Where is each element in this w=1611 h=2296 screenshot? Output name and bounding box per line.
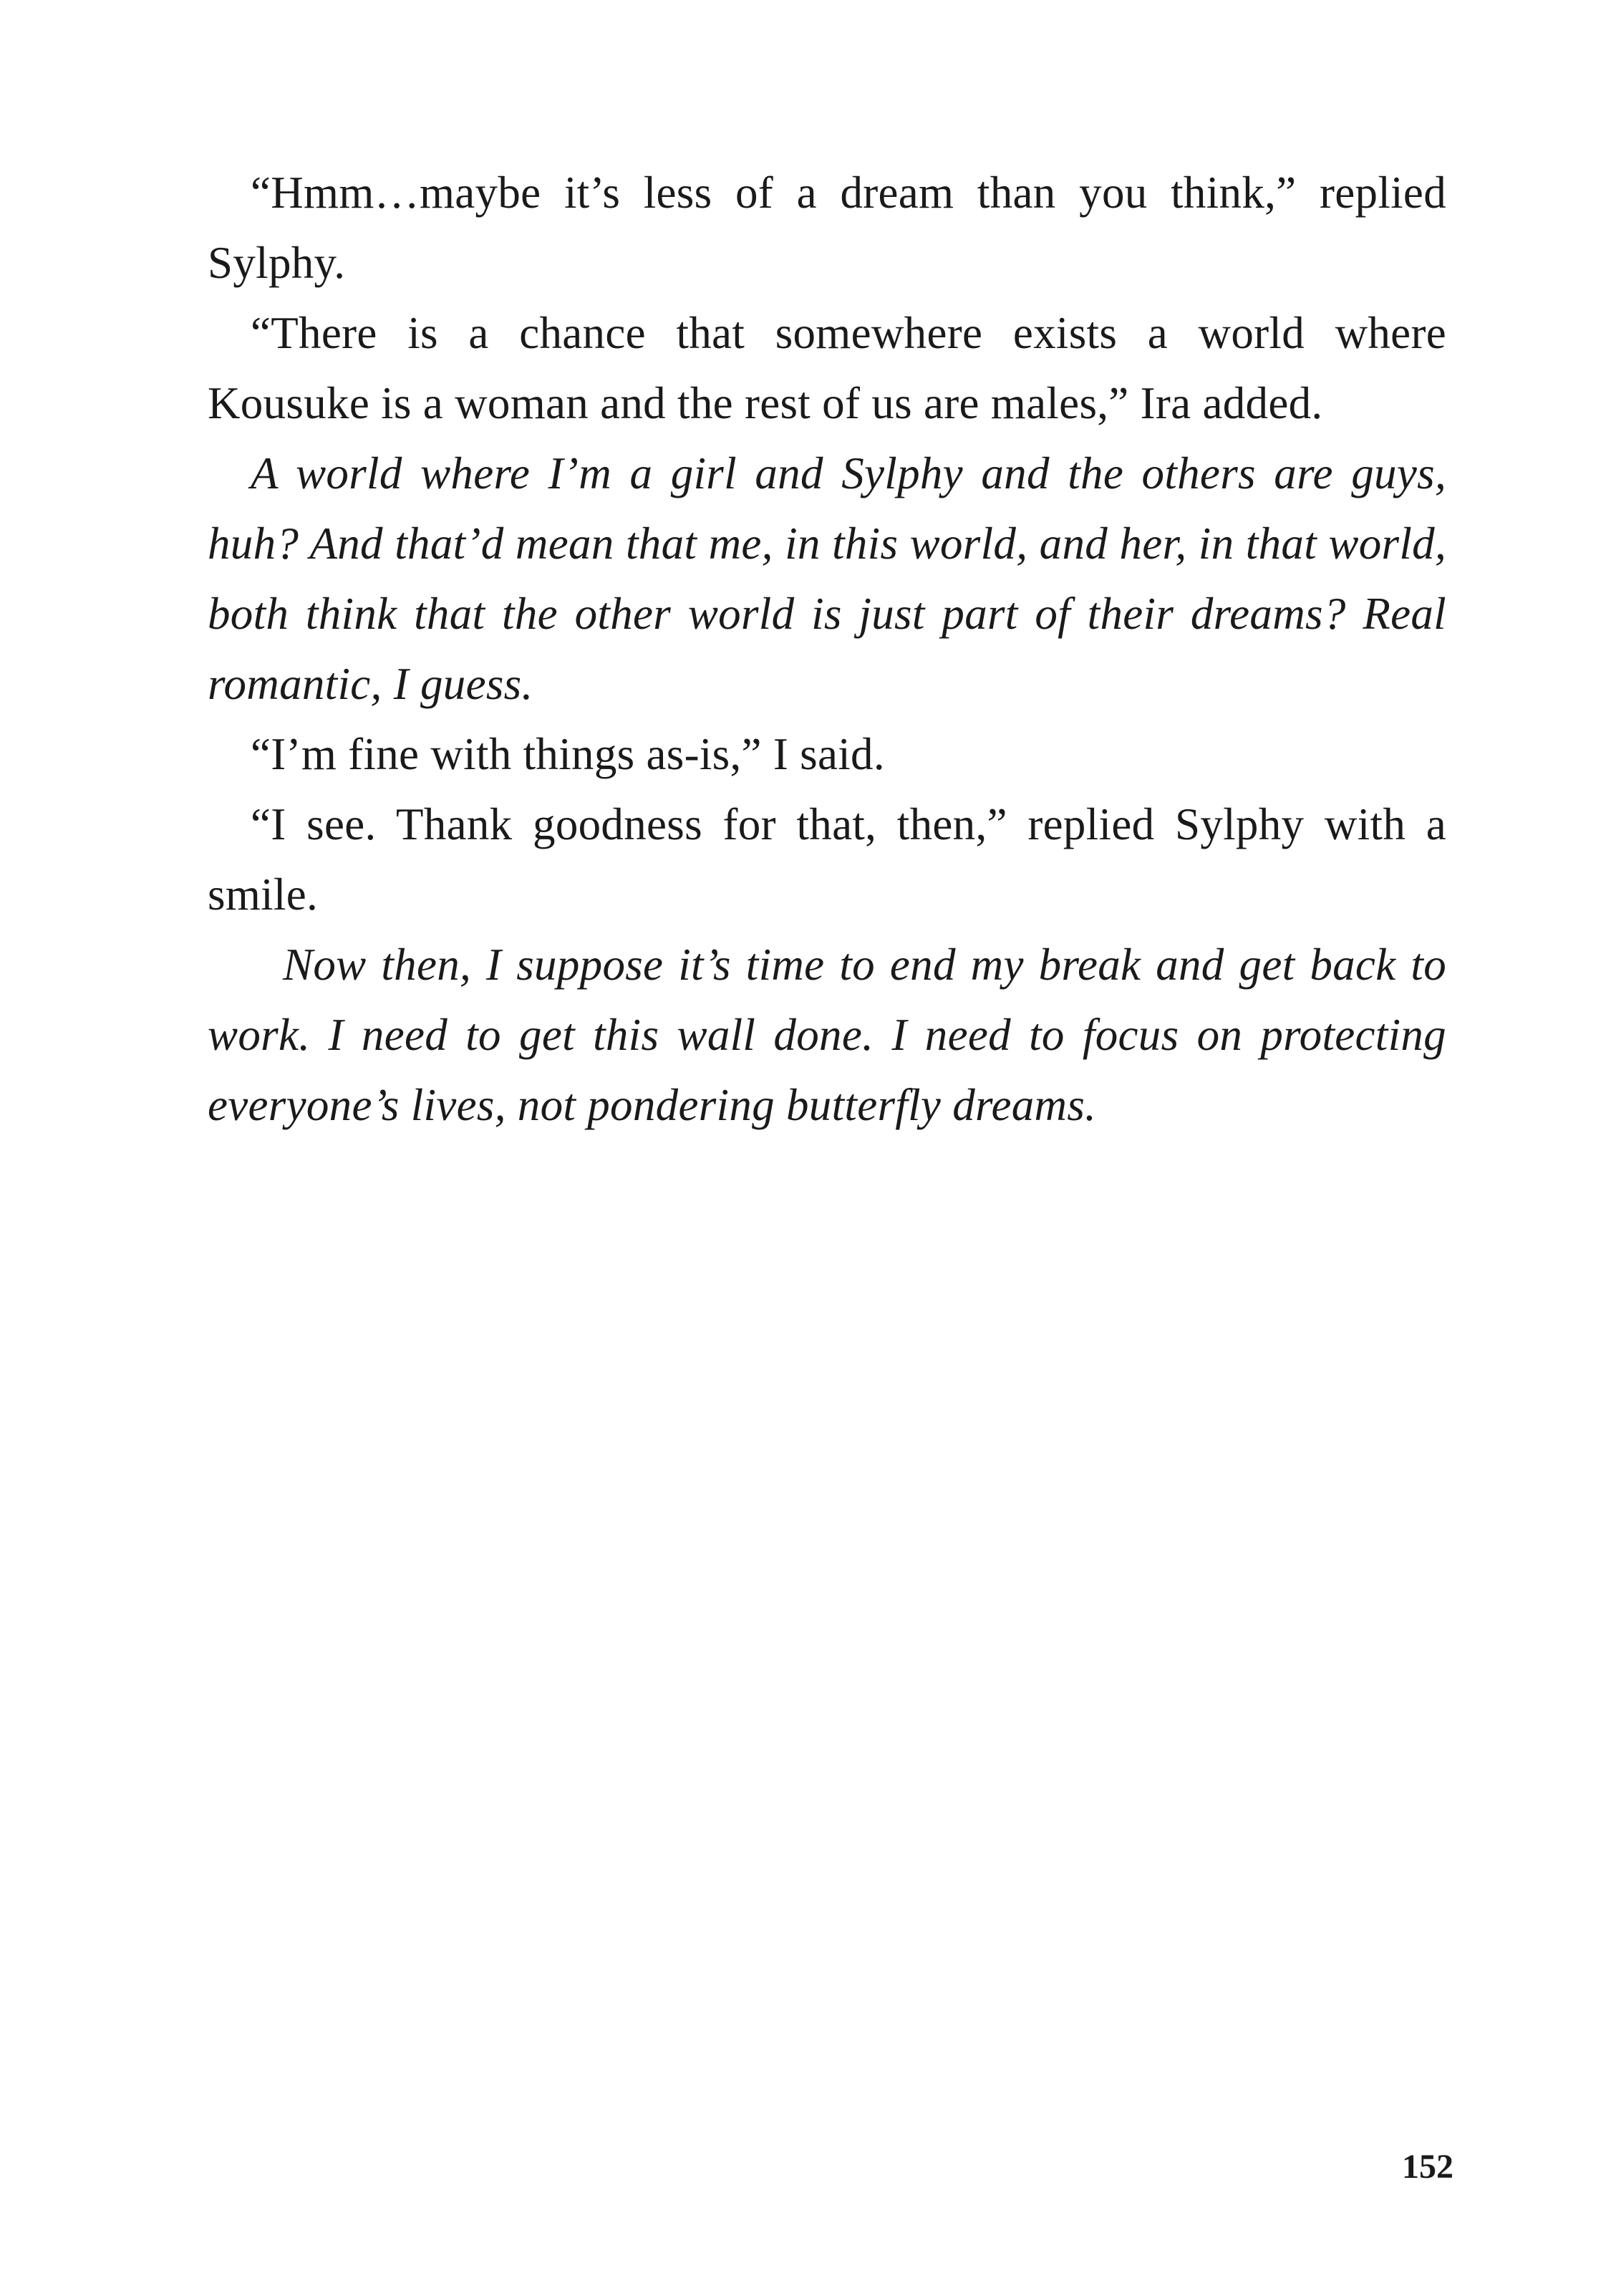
paragraph-inner-thought-work: Now then, I suppose it’s time to end my break and get back to work. I need to get this wall done. I need to focus on protecting everyone’s lives, not pondering butterfly dreams. — [208, 940, 1446, 1130]
body-text — [208, 158, 1446, 1140]
paragraph-inner-thought-world: A world where I’m a girl and Sylphy and the others are guys, huh? And that’d mean that me, in this world, and her, in that world, both think that the other world is just part of their dreams? Real romantic, I guess. — [208, 448, 1446, 709]
paragraph-sylphy-smile: “I see. Thank goodness for that, then,” replied Sylphy with a smile. — [208, 799, 1446, 920]
page-number: 152 — [1402, 2148, 1453, 2186]
paragraph-sylphy-reply: “Hmm…maybe it’s less of a dream than you think,” replied Sylphy. — [208, 168, 1446, 288]
paragraph-fine-as-is: “I’m fine with things as-is,” I said. — [251, 729, 885, 779]
paragraph-ira-added: “There is a chance that somewhere exists a world where Kousuke is a woman and the rest of us are males,” Ira added. — [208, 308, 1446, 428]
